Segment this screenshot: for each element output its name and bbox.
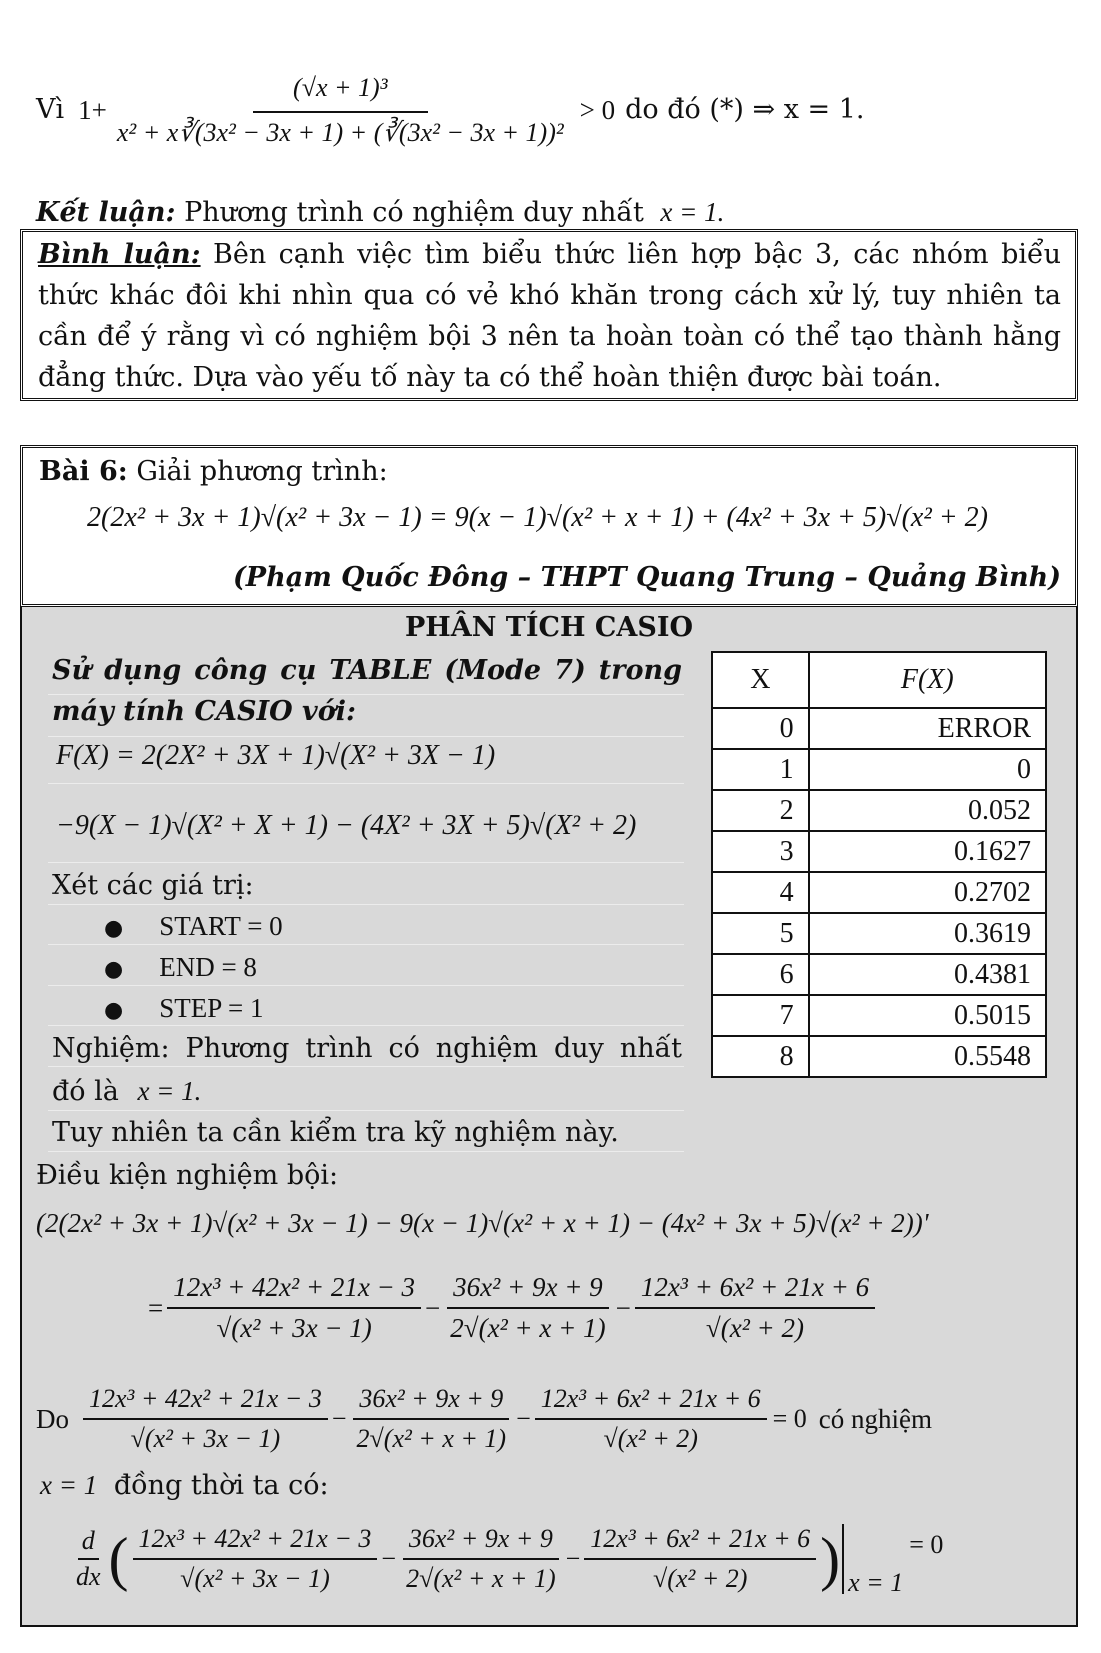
frac2-num: 36x² + 9x + 9: [353, 1384, 509, 1420]
bullet-dot-icon: ●: [104, 957, 124, 982]
eval-at: x = 1: [848, 1568, 904, 1597]
frac1-num: 12x³ + 42x² + 21x − 3: [133, 1524, 378, 1560]
frac2-num: 36x² + 9x + 9: [447, 1272, 609, 1309]
dong-thoi-math: x = 1: [40, 1470, 98, 1500]
table-cell-x: 1: [712, 749, 809, 790]
frac1-den: √(x² + 3x − 1): [180, 1564, 330, 1593]
table-header-x: X: [712, 652, 809, 708]
bai6-title: Giải phương trình:: [136, 456, 388, 487]
table-row: [712, 954, 1046, 995]
bullet-dot-icon: ●: [104, 916, 124, 941]
vi-prefix: Vì: [36, 93, 65, 125]
vi-fraction: [111, 72, 570, 148]
table-cell-x: 0: [712, 708, 809, 749]
table-cell-x: 7: [712, 995, 809, 1036]
vi-line: [36, 72, 1076, 148]
vi-conclusion: do đó (*) ⇒ x = 1.: [625, 93, 865, 125]
bai6-source: (Phạm Quốc Đông – THPT Quang Trung – Quảng Bình): [233, 562, 1061, 593]
bai6-title-line: [39, 456, 388, 488]
casio-nghiem-text: Nghiệm: Phương trình có nghiệm duy nhất: [52, 1033, 682, 1064]
ket-luan-line: [36, 196, 724, 229]
table-header-row: [712, 652, 1046, 708]
table-cell-fx: 0.3619: [809, 913, 1046, 954]
casio-f-line2: −9(X − 1)√(X² + X + 1) − (4X² + 3X + 5)√(X² + 2): [56, 810, 637, 841]
frac1-den: √(x² + 3x − 1): [130, 1424, 281, 1453]
final-eq: = 0: [909, 1530, 944, 1559]
binh-luan-box: [20, 229, 1078, 401]
table-cell-x: 8: [712, 1036, 809, 1077]
bai6-box: [20, 445, 1078, 607]
casio-tuy-nhien: Tuy nhiên ta cần kiểm tra kỹ nghiệm này.: [52, 1117, 619, 1148]
frac1-num: 12x³ + 42x² + 21x − 3: [167, 1272, 421, 1309]
table-header-fx: F(X): [809, 652, 1046, 708]
ket-luan-label: Kết luận:: [36, 197, 176, 228]
eq-sign: =: [148, 1292, 164, 1323]
table-cell-x: 5: [712, 913, 809, 954]
casio-bullet-start: ● START = 0: [104, 911, 283, 941]
d-num: d: [78, 1526, 99, 1560]
table-cell-fx: 0.5015: [809, 995, 1046, 1036]
binh-luan-label: Bình luận:: [38, 239, 201, 270]
frac2-num: 36x² + 9x + 9: [403, 1524, 559, 1560]
boi-second-derivative: $\frac{d}{dx}$ ( $\frac{\text{12x³ + 42x² + 21x − 3}}{\text{√(x² + 3x − 1)}}$ − $\frac{\text{36x² + 9x + 9}}{\text{2√(x² + x + 1)}}$ − $\frac{\text{12x³ + 6x² + 21x + 6}}{\text{√(x² + 2)}}$ ) x = 1 = 0: [68, 1524, 943, 1594]
table-cell-fx: 0.2702: [809, 872, 1046, 913]
boi-deriv-expr: (2(2x² + 3x + 1)√(x² + 3x − 1) − 9(x − 1)√(x² + x + 1) − (4x² + 3x + 5)√(x² + 2))': [36, 1208, 929, 1238]
table-cell-fx: 0.4381: [809, 954, 1046, 995]
boi-do-line: [36, 1384, 932, 1454]
table-cell-x: 4: [712, 872, 809, 913]
table-cell-x: 2: [712, 790, 809, 831]
boi-heading: Điều kiện nghiệm bội:: [36, 1160, 339, 1191]
table-row: [712, 790, 1046, 831]
d-den: dx: [76, 1562, 101, 1591]
minus-sign: −: [381, 1544, 397, 1573]
vi-denominator: x² + x∛(3x² − 3x + 1) + (∛(3x² − 3x + 1))²: [116, 118, 564, 148]
boi-derivative-result: [148, 1272, 879, 1344]
table-row: [712, 1036, 1046, 1077]
frac1-num: 12x³ + 42x² + 21x − 3: [83, 1384, 328, 1420]
minus-sign: −: [425, 1292, 441, 1323]
ket-luan-text: Phương trình có nghiệm duy nhất: [184, 197, 644, 228]
frac1-den: √(x² + 3x − 1): [216, 1313, 372, 1343]
frac3-den: √(x² + 2): [705, 1313, 805, 1343]
table-cell-fx: 0: [809, 749, 1046, 790]
casio-bullet-step: ● STEP = 1: [104, 993, 264, 1023]
frac3-den: √(x² + 2): [603, 1424, 698, 1453]
vi-rhs: > 0: [579, 94, 616, 125]
casio-bullet-end: ● END = 8: [104, 952, 257, 982]
frac3-num: 12x³ + 6x² + 21x + 6: [635, 1272, 875, 1309]
dong-thoi-text: đồng thời ta có:: [113, 1470, 329, 1501]
frac3-num: 12x³ + 6x² + 21x + 6: [535, 1384, 767, 1420]
frac3-num: 12x³ + 6x² + 21x + 6: [584, 1524, 816, 1560]
minus-sign: −: [565, 1544, 581, 1573]
do-label: Do: [36, 1403, 69, 1434]
frac2-den: 2√(x² + x + 1): [450, 1313, 606, 1343]
ket-luan-math: x = 1.: [660, 197, 725, 227]
table-cell-x: 6: [712, 954, 809, 995]
table-row: [712, 995, 1046, 1036]
casio-do-la-math: x = 1.: [137, 1076, 202, 1106]
casio-intro: Sử dụng công cụ TABLE (Mode 7) trong máy tính CASIO với:: [52, 655, 682, 727]
table-cell-fx: 0.1627: [809, 831, 1046, 872]
frac2-den: 2√(x² + x + 1): [406, 1564, 556, 1593]
co-nghiem: có nghiệm: [818, 1403, 933, 1434]
table-cell-fx: ERROR: [809, 708, 1046, 749]
table-row: [712, 831, 1046, 872]
binh-luan-text: Bên cạnh việc tìm biểu thức liên hợp bậc 3, các nhóm biểu thức khác đôi khi nhìn qua có vẻ khó khăn trong cách xử lý, tuy nhiên ta cần để ý rằng vì có nghiệm bội 3 nên ta hoàn toàn có thể tạo thành hằng đẳng thức. Dựa vào yếu tố này ta có thể hoàn thiện được bài toán.: [38, 239, 1061, 393]
table-row: [712, 872, 1046, 913]
minus-sign: −: [516, 1404, 531, 1433]
binh-luan-paragraph: [23, 232, 1075, 398]
table-row: [712, 749, 1046, 790]
table-cell-fx: 0.052: [809, 790, 1046, 831]
bullet-dot-icon: ●: [104, 998, 124, 1023]
casio-heading: PHÂN TÍCH CASIO: [404, 612, 694, 643]
casio-table: [711, 651, 1047, 1078]
bai6-equation: 2(2x² + 3x + 1)√(x² + 3x − 1) = 9(x − 1)√(x² + x + 1) + (4x² + 3x + 5)√(x² + 2): [87, 502, 988, 533]
vi-numerator: (√x + 1)³: [253, 72, 427, 113]
casio-do-la: đó là: [52, 1076, 119, 1107]
minus-sign: −: [331, 1404, 347, 1433]
casio-f-line1: F(X) = 2(2X² + 3X + 1)√(X² + 3X − 1): [56, 740, 496, 771]
frac2-den: 2√(x² + x + 1): [356, 1424, 507, 1453]
vi-expr-lhs: 1+: [78, 94, 107, 125]
casio-do-la-line: [52, 1075, 201, 1108]
table-cell-fx: 0.5548: [809, 1036, 1046, 1077]
frac3-den: √(x² + 2): [652, 1564, 748, 1593]
table-row: [712, 913, 1046, 954]
table-cell-x: 3: [712, 831, 809, 872]
minus-sign: −: [615, 1292, 631, 1323]
table-row: [712, 708, 1046, 749]
bai6-label: Bài 6:: [39, 456, 128, 487]
casio-xet: Xét các giá trị:: [52, 870, 254, 901]
boi-dong-thoi-line: [40, 1469, 329, 1502]
eq-zero: = 0: [772, 1404, 807, 1433]
